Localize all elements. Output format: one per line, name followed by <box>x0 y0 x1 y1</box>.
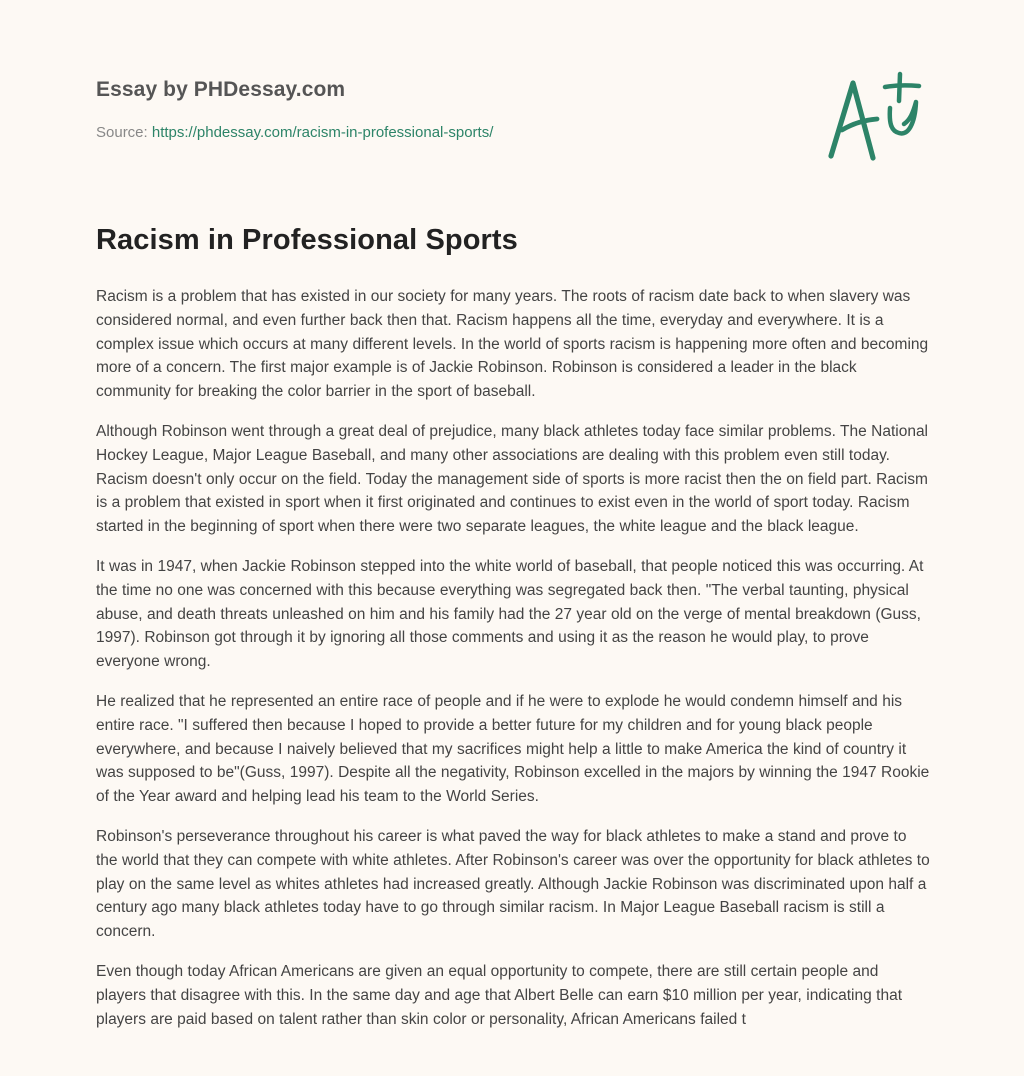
essay-body <box>96 285 932 1031</box>
source-label: Source: <box>96 124 152 141</box>
source-link[interactable]: https://phdessay.com/racism-in-professional-sports/ <box>151 124 494 141</box>
essay-paragraph: He realized that he represented an entire race of people and if he were to explode he would condemn himself and his entire race. "I suffered then because I hoped to provide a better future for my children and for young black people everywhere, and because I naively believed that my sacrifices might help a little to make America the kind of country it was supposed to be"(Guss, 1997). Despite all the negativity, Robinson excelled in the majors by winning the 1947 Rookie of the Year award and helping lead his team to the World Series. <box>96 692 930 806</box>
essay-paragraph: Although Robinson went through a great deal of prejudice, many black athletes today face similar problems. The National Hockey League, Major League Baseball, and many other associations are dealing with this problem even still today. Racism doesn't only occur on the field. Today the management side of sports is more racist then the on field part. Racism is a problem that existed in sport when it first originated and continues to exist even in the world of sport today. Racism started in the beginning of sport when there were two separate leagues, the white league and the black league. <box>96 422 929 536</box>
essay-title: Racism in Professional Sports <box>96 224 518 256</box>
site-brand: Essay by PHDessay.com <box>96 78 346 101</box>
essay-paragraph: Racism is a problem that has existed in our society for many years. The roots of racism date back to when slavery was considered normal, and even further back then that. Racism happens all the time, everyday and everywhere. It is a complex issue which occurs at many different levels. In the world of sports racism is happening more often and becoming more of a concern. The first major example is of Jackie Robinson. Robinson is considered a leader in the black community for breaking the color barrier in the sport of baseball. <box>96 288 929 401</box>
essay-paragraph: Robinson's perseverance throughout his career is what paved the way for black athletes to make a stand and prove to the world that they can compete with white athletes. After Robinson's career was over the opportunity for black athletes to play on the same level as whites athletes had increased greatly. Although Jackie Robinson was discriminated upon half a century ago many black athletes today have to go through similar racism. In Major League Baseball racism is still a concern. <box>96 827 930 941</box>
essay-paragraph: Even though today African Americans are given an equal opportunity to compete, there are still certain people and players that disagree with this. In the same day and age that Albert Belle can earn $10 million per year, indicating that players are paid based on talent rather than skin color or personality, African Americans failed t <box>96 962 902 1028</box>
source-line <box>96 124 493 141</box>
a-plus-grade-icon <box>824 70 924 162</box>
essay-paragraph: It was in 1947, when Jackie Robinson stepped into the white world of baseball, that people noticed this was occurring. At the time no one was concerned with this because everything was segregated back then. "The verbal taunting, physical abuse, and death threats unleashed on him and his family had the 27 year old on the verge of mental breakdown (Guss, 1997). Robinson got through it by ignoring all those comments and using it as the reason he would play, to prove everyone wrong. <box>96 557 924 671</box>
